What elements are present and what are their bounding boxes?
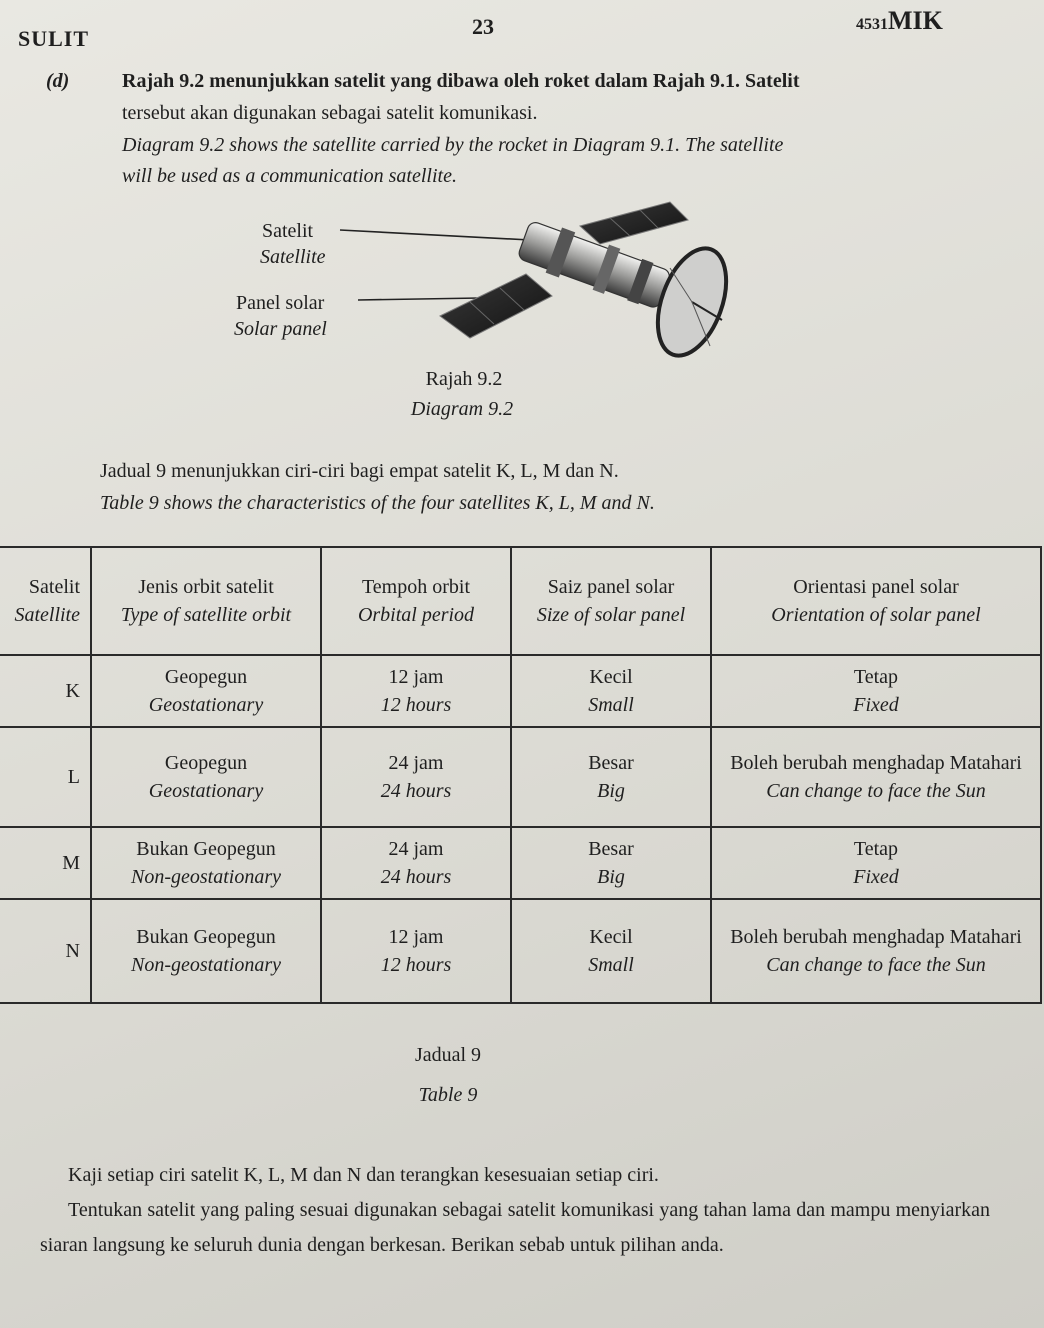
page-number: 23 <box>472 14 494 39</box>
header-satellite: Satelit Satellite <box>0 547 91 655</box>
header-orbital-period: Tempoh orbit Orbital period <box>321 547 511 655</box>
question-malay-line-1: Rajah 9.2 menunjukkan satelit yang dibawa oleh roket dalam Rajah 9.1. Satelit <box>122 70 800 92</box>
table-row <box>0 727 1041 827</box>
cell-panel-orientation: Tetap Fixed <box>711 827 1041 899</box>
table-row <box>0 827 1041 899</box>
diagram-caption-english: Diagram 9.2 <box>410 398 514 420</box>
paper-code-number: 4531 <box>856 16 888 33</box>
confidential-mark: SULIT <box>18 26 90 51</box>
table-row <box>0 655 1041 727</box>
cell-orbit-type: Geopegun Geostationary <box>91 655 321 727</box>
question-english-line-1: Diagram 9.2 shows the satellite carried by the rocket in Diagram 9.1. The satellite <box>122 134 784 156</box>
label-satellite-malay: Satelit <box>262 220 314 242</box>
cell-orbital-period: 24 jam 24 hours <box>321 827 511 899</box>
cell-satellite: N <box>0 899 91 1003</box>
question-english-line-2: will be used as a communication satellite. <box>122 165 457 187</box>
header-panel-size: Saiz panel solar Size of solar panel <box>511 547 711 655</box>
diagram-caption-malay: Rajah 9.2 <box>425 368 503 390</box>
paper-code <box>856 6 943 36</box>
cell-panel-size: Besar Big <box>511 827 711 899</box>
label-solar-panel-english: Solar panel <box>234 318 327 340</box>
task-line-1: Kaji setiap ciri satelit K, L, M dan N dan terangkan kesesuaian setiap ciri. <box>68 1164 659 1186</box>
cell-satellite: K <box>0 655 91 727</box>
satellite-illustration <box>430 196 740 366</box>
solar-panel-bottom <box>440 274 552 338</box>
table-header-row <box>0 547 1041 655</box>
satellite-characteristics-table <box>0 546 1042 1004</box>
cell-orbit-type: Bukan Geopegun Non-geostationary <box>91 827 321 899</box>
paper-code-suffix: MIK <box>888 6 943 35</box>
cell-satellite: M <box>0 827 91 899</box>
cell-orbit-type: Bukan Geopegun Non-geostationary <box>91 899 321 1003</box>
task-instructions <box>40 1158 990 1263</box>
cell-panel-size: Kecil Small <box>511 899 711 1003</box>
task-line-2: Tentukan satelit yang paling sesuai digunakan sebagai satelit komunikasi yang tahan lama dan mampu menyiarkan siaran langsung ke seluruh dunia dengan berkesan. Berikan sebab untuk pilihan anda. <box>40 1199 990 1256</box>
header-panel-orientation: Orientasi panel solar Orientation of solar panel <box>711 547 1041 655</box>
question-malay-line-2: tersebut akan digunakan sebagai satelit komunikasi. <box>122 102 538 124</box>
cell-orbital-period: 12 jam 12 hours <box>321 899 511 1003</box>
antenna-dish <box>645 239 740 365</box>
cell-panel-size: Kecil Small <box>511 655 711 727</box>
table-caption-english: Table 9 <box>418 1084 478 1106</box>
cell-panel-orientation: Boleh berubah menghadap Matahari Can change to face the Sun <box>711 899 1041 1003</box>
table-intro-english: Table 9 shows the characteristics of the four satellites K, L, M and N. <box>100 492 655 514</box>
cell-orbital-period: 24 jam 24 hours <box>321 727 511 827</box>
cell-panel-orientation: Tetap Fixed <box>711 655 1041 727</box>
cell-panel-size: Besar Big <box>511 727 711 827</box>
cell-panel-orientation: Boleh berubah menghadap Matahari Can change to face the Sun <box>711 727 1041 827</box>
solar-panel-top <box>580 202 688 244</box>
header-orbit-type: Jenis orbit satelit Type of satellite orbit <box>91 547 321 655</box>
cell-orbit-type: Geopegun Geostationary <box>91 727 321 827</box>
question-label: (d) <box>46 70 70 92</box>
table-row <box>0 899 1041 1003</box>
table-intro-malay: Jadual 9 menunjukkan ciri-ciri bagi empat satelit K, L, M dan N. <box>100 460 619 482</box>
cell-orbital-period: 12 jam 12 hours <box>321 655 511 727</box>
table-caption-malay: Jadual 9 <box>414 1044 482 1066</box>
cell-satellite: L <box>0 727 91 827</box>
label-solar-panel-malay: Panel solar <box>236 292 325 314</box>
label-satellite-english: Satellite <box>260 246 326 268</box>
